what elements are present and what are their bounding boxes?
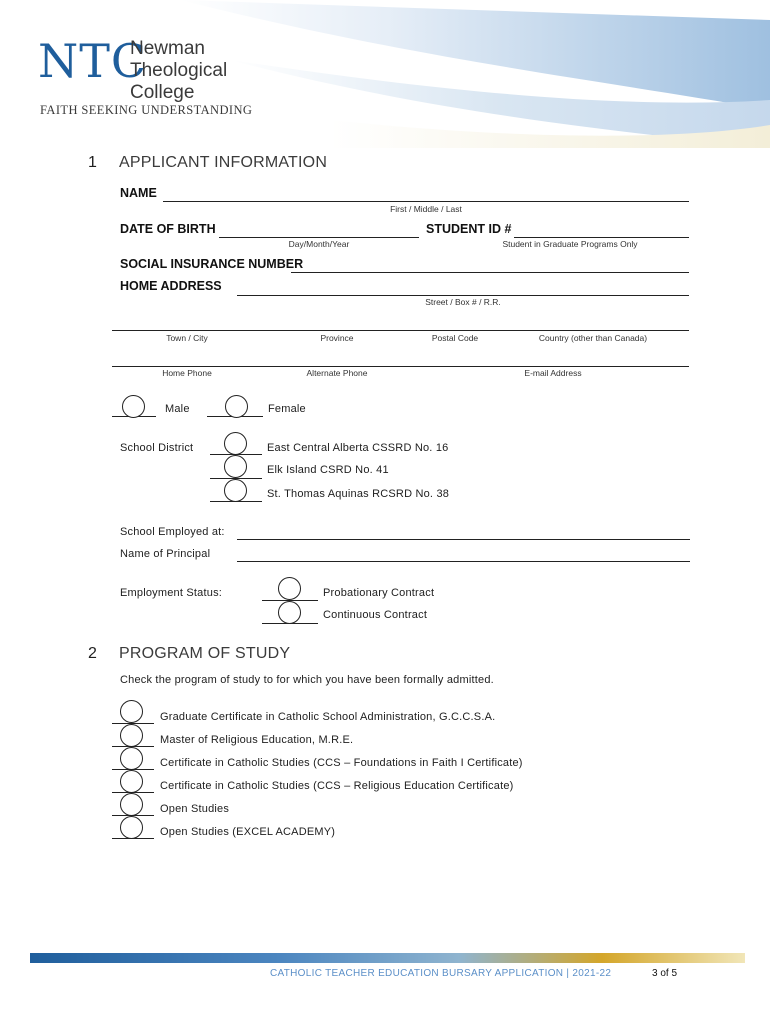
footer-separator: | (566, 968, 570, 979)
principal-label: Name of Principal (120, 548, 211, 560)
program-radio[interactable] (120, 747, 143, 770)
employment-status-label: Employment Status: (120, 587, 223, 599)
program-option-label: Graduate Certificate in Catholic School Administration, G.C.C.S.A. (160, 711, 496, 723)
district-radio[interactable] (224, 432, 247, 455)
district-option-label: Elk Island CSRD No. 41 (267, 464, 389, 476)
student-id-label: STUDENT ID # (426, 222, 512, 236)
program-option-label: Certificate in Catholic Studies (CCS – Foundations in Faith I Certificate) (160, 757, 523, 769)
program-radio[interactable] (120, 793, 143, 816)
program-option-label: Master of Religious Education, M.R.E. (160, 734, 354, 746)
section2-number: 2 (88, 645, 97, 662)
dob-caption: Day/Month/Year (288, 239, 350, 249)
school-employed-label: School Employed at: (120, 526, 225, 538)
phone-email-line[interactable] (112, 366, 689, 367)
footer-year: 2021-22 (572, 968, 612, 979)
footer-bar-graphic (30, 953, 745, 963)
name-field[interactable] (163, 201, 689, 202)
province-caption: Province (320, 333, 354, 343)
male-label: Male (165, 403, 190, 415)
logo-name-line: Newman (130, 38, 205, 59)
dob-field[interactable] (219, 237, 419, 238)
female-radio[interactable] (225, 395, 248, 418)
program-option-label: Certificate in Catholic Studies (CCS – Religious Education Certificate) (160, 780, 514, 792)
page-number: 3 of 5 (652, 968, 678, 979)
sin-label: SOCIAL INSURANCE NUMBER (120, 257, 304, 271)
district-option-label: St. Thomas Aquinas RCSRD No. 38 (267, 488, 450, 500)
district-radio[interactable] (224, 455, 247, 478)
footer-gradient-bar (30, 950, 745, 960)
contract-radio[interactable] (278, 601, 301, 624)
section1-title: APPLICANT INFORMATION (119, 154, 328, 171)
logo-name-line: Theological (130, 60, 228, 81)
section1-number: 1 (88, 154, 97, 171)
district-radio[interactable] (224, 479, 247, 502)
postal-code-caption: Postal Code (431, 333, 479, 343)
home-address-label: HOME ADDRESS (120, 279, 222, 293)
program-option-label: Open Studies (160, 803, 230, 815)
program-radio[interactable] (120, 816, 143, 839)
home-phone-caption: Home Phone (162, 368, 212, 378)
logo-name-line: College (130, 82, 195, 103)
logo-letters: NTC (38, 34, 148, 88)
district-option-label: East Central Alberta CSSRD No. 16 (267, 442, 449, 454)
street-field[interactable] (237, 295, 689, 296)
name-label: NAME (120, 186, 157, 200)
male-radio[interactable] (122, 395, 145, 418)
name-caption: First / Middle / Last (390, 204, 462, 214)
program-radio[interactable] (120, 724, 143, 747)
contract-radio[interactable] (278, 577, 301, 600)
student-id-caption: Student in Graduate Programs Only (502, 239, 638, 249)
program-radio[interactable] (120, 770, 143, 793)
street-caption: Street / Box # / R.R. (425, 297, 501, 307)
program-option-label: Open Studies (EXCEL ACADEMY) (160, 826, 336, 838)
section2-title: PROGRAM OF STUDY (119, 645, 291, 662)
program-instruction: Check the program of study to for which you have been formally admitted. (120, 674, 494, 686)
logo-tagline: FAITH SEEKING UNDERSTANDING (40, 103, 253, 117)
dob-label: DATE OF BIRTH (120, 222, 216, 236)
contract-option-label: Continuous Contract (323, 609, 428, 621)
sin-field[interactable] (291, 272, 689, 273)
female-label: Female (268, 403, 306, 415)
footer-title-text: CATHOLIC TEACHER EDUCATION BURSARY APPLICATION (270, 968, 564, 979)
contract-option-label: Probationary Contract (323, 587, 435, 599)
alternate-phone-caption: Alternate Phone (306, 368, 368, 378)
footer-doc-title (270, 968, 611, 979)
town-province-line[interactable] (112, 330, 689, 331)
student-id-field[interactable] (514, 237, 689, 238)
email-caption: E-mail Address (524, 368, 582, 378)
school-district-label: School District (120, 442, 194, 454)
country-caption: Country (other than Canada) (538, 333, 648, 343)
logo-college-name (130, 38, 227, 104)
principal-field[interactable] (237, 561, 690, 562)
town-caption: Town / City (166, 333, 208, 343)
program-radio[interactable] (120, 700, 143, 723)
school-employed-field[interactable] (237, 539, 690, 540)
